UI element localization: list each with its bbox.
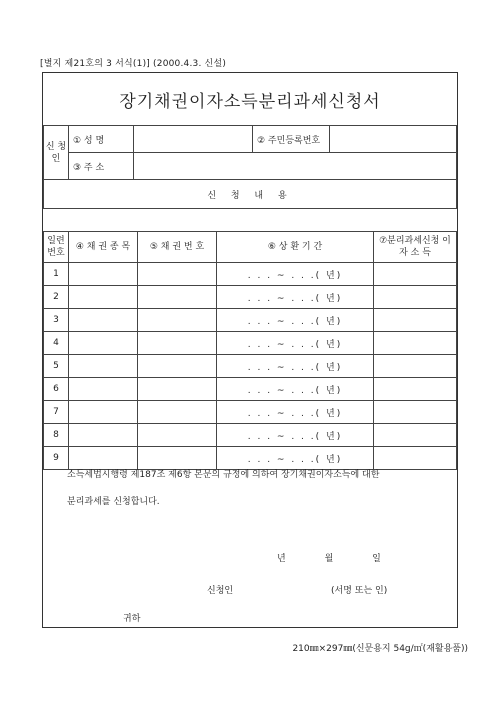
name-field[interactable] — [134, 126, 253, 153]
bond-no-cell[interactable] — [138, 286, 217, 309]
period-cell[interactable]: . . . ~ . . .( 년) — [217, 355, 374, 378]
bond-row — [44, 286, 457, 309]
statement-line-1: 소득세법시행령 제187조 제6항 본문의 규정에 의하여 장기채권이자소득에 대한 — [67, 470, 380, 480]
bond-no-cell[interactable] — [138, 309, 217, 332]
bond-table — [43, 231, 457, 470]
bond-type-cell[interactable] — [69, 286, 138, 309]
applicant-row-1 — [44, 126, 457, 153]
bond-row — [44, 401, 457, 424]
addressee-label: 귀하 — [123, 614, 141, 624]
address-field[interactable] — [134, 153, 457, 180]
period-cell[interactable]: . . . ~ . . .( 년) — [217, 332, 374, 355]
period-cell[interactable]: . . . ~ . . .( 년) — [217, 286, 374, 309]
bond-type-cell[interactable] — [69, 332, 138, 355]
row-number: 3 — [44, 309, 69, 332]
content-section-row — [44, 180, 457, 209]
month-label: 월 — [324, 554, 334, 564]
bond-table-header — [44, 232, 457, 263]
bond-no-cell[interactable] — [138, 424, 217, 447]
year-label: 년 — [277, 554, 286, 564]
bond-type-cell[interactable] — [69, 263, 138, 286]
bond-no-cell[interactable] — [138, 355, 217, 378]
statement-area — [43, 449, 457, 627]
period-cell[interactable]: . . . ~ . . .( 년) — [217, 447, 374, 470]
bond-no-cell[interactable] — [138, 401, 217, 424]
row-number: 8 — [44, 424, 69, 447]
statement-line-2: 분리과세를 신청합니다. — [67, 497, 160, 507]
bond-row — [44, 378, 457, 401]
interest-cell[interactable] — [374, 286, 457, 309]
period-cell[interactable]: . . . ~ . . .( 년) — [217, 263, 374, 286]
resident-no-field[interactable] — [330, 126, 457, 153]
bond-type-cell[interactable] — [69, 401, 138, 424]
name-label: ① 성 명 — [69, 126, 134, 153]
bond-no-cell[interactable] — [138, 378, 217, 401]
form-reference: [별지 제21호의 3 서식(1)] (2000.4.3. 신설) — [40, 59, 227, 69]
row-number: 7 — [44, 401, 69, 424]
bond-type-cell[interactable] — [69, 355, 138, 378]
col-period: ⑥ 상 환 기 간 — [217, 232, 374, 263]
content-section-label: 신 청 내 용 — [44, 180, 457, 209]
row-number: 9 — [44, 447, 69, 470]
interest-cell[interactable] — [374, 263, 457, 286]
bond-row — [44, 424, 457, 447]
interest-cell[interactable] — [374, 378, 457, 401]
bond-row — [44, 332, 457, 355]
interest-cell[interactable] — [374, 332, 457, 355]
address-label: ③ 주 소 — [69, 153, 134, 180]
interest-cell[interactable] — [374, 309, 457, 332]
paper-spec: 210㎜×297㎜(신문용지 54g/㎡(재활용품)) — [292, 644, 468, 654]
interest-cell[interactable] — [374, 355, 457, 378]
statement-text — [67, 462, 437, 516]
period-cell[interactable]: . . . ~ . . .( 년) — [217, 378, 374, 401]
seal-label: (서명 또는 인) — [331, 586, 388, 596]
row-number: 6 — [44, 378, 69, 401]
period-cell[interactable]: . . . ~ . . .( 년) — [217, 424, 374, 447]
row-number: 2 — [44, 286, 69, 309]
application-form — [42, 72, 458, 628]
period-cell[interactable]: . . . ~ . . .( 년) — [217, 401, 374, 424]
row-number: 1 — [44, 263, 69, 286]
bond-type-cell[interactable] — [69, 378, 138, 401]
col-interest: ⑦분리과세신청 이 자 소 득 — [374, 232, 457, 263]
applicant-sign-label: 신청인 — [207, 586, 234, 596]
applicant-row-2 — [44, 153, 457, 180]
interest-cell[interactable] — [374, 401, 457, 424]
bond-type-cell[interactable] — [69, 309, 138, 332]
col-bond-no: ⑤ 채 권 번 호 — [138, 232, 217, 263]
bond-row — [44, 263, 457, 286]
col-bond-type: ④ 채 권 종 목 — [69, 232, 138, 263]
form-table — [43, 125, 457, 209]
bond-row — [44, 309, 457, 332]
bond-type-cell[interactable] — [69, 424, 138, 447]
day-label: 일 — [372, 554, 381, 564]
date-line — [277, 551, 417, 564]
bond-no-cell[interactable] — [138, 263, 217, 286]
bond-row — [44, 355, 457, 378]
period-cell[interactable]: . . . ~ . . .( 년) — [217, 309, 374, 332]
form-title: 장기채권이자소득분리과세신청서 — [43, 73, 457, 126]
resident-no-label: ② 주민등록번호 — [253, 126, 330, 153]
row-number: 4 — [44, 332, 69, 355]
row-number: 5 — [44, 355, 69, 378]
bond-no-cell[interactable] — [138, 332, 217, 355]
interest-cell[interactable] — [374, 424, 457, 447]
applicant-section-label: 신 청 인 — [44, 126, 69, 180]
col-serial: 일련 번호 — [44, 232, 69, 263]
